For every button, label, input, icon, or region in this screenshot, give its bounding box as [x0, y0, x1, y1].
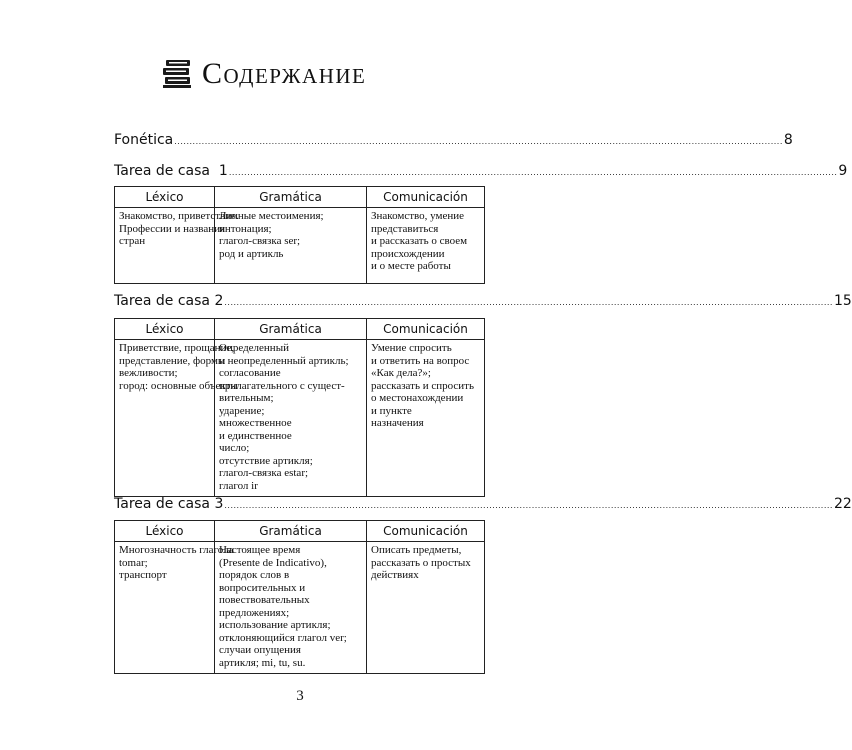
- cell-line: Настоящее время: [219, 544, 301, 556]
- cell-line: вежливости;: [119, 367, 178, 379]
- comunicacion-cell: [367, 208, 485, 284]
- cell-line: Личные местоимения;: [219, 210, 324, 222]
- cell-line: представление, формы: [119, 354, 226, 367]
- toc-label: Tarea de casa 2: [114, 293, 224, 309]
- toc-page: 22: [833, 496, 852, 512]
- cell-line: отклоняющийся глагол ver;: [219, 631, 347, 644]
- col-header-gramatica: Gramática: [215, 187, 367, 208]
- cell-line: стран: [119, 235, 146, 247]
- cell-line: порядок слов в: [219, 569, 290, 581]
- cell-line: предложениях;: [219, 606, 290, 619]
- cell-line: множественное: [219, 417, 292, 429]
- col-header-comunicacion: Comunicación: [367, 187, 485, 208]
- col-header-comunicacion: Comunicación: [367, 521, 485, 542]
- cell-line: рассказать о простых: [371, 556, 471, 569]
- cell-line: действиях: [371, 569, 419, 581]
- toc-leader: ........................................................................................................................................................................................................: [224, 298, 833, 307]
- col-header-comunicacion: Comunicación: [367, 319, 485, 340]
- col-header-lexico: Léxico: [115, 521, 215, 542]
- page-title: Содержание: [202, 57, 367, 90]
- cell-line: «Как дела?»;: [371, 367, 431, 379]
- col-header-gramatica: Gramática: [215, 521, 367, 542]
- col-header-lexico: Léxico: [115, 319, 215, 340]
- cell-line: интонация;: [219, 222, 272, 235]
- cell-line: и единственное: [219, 429, 292, 442]
- cell-line: Знакомство, умение: [371, 210, 464, 222]
- gramatica-cell: [215, 542, 367, 674]
- cell-line: род и артикль: [219, 247, 284, 260]
- toc-leader: ........................................................................................................................................................................................................: [174, 137, 783, 146]
- toc-entry-lesson-2: [114, 293, 852, 309]
- toc-entry-lesson-3: [114, 496, 852, 512]
- cell-line: артикля; mi, tu, su.: [219, 656, 306, 669]
- cell-line: о местонахождении: [371, 392, 464, 404]
- toc-leader: ........................................................................................................................................................................................................: [228, 168, 838, 177]
- cell-line: город: основные объекты: [119, 379, 238, 392]
- cell-line: Приветствие, прощание,: [119, 342, 235, 354]
- title-block: [160, 52, 366, 96]
- cell-line: отсутствие артикля;: [219, 454, 313, 467]
- comunicacion-cell: [367, 542, 485, 674]
- gramatica-cell: [215, 340, 367, 497]
- page-number: 3: [296, 688, 304, 704]
- cell-line: Многозначность глагола: [119, 544, 234, 556]
- cell-line: число;: [219, 442, 250, 454]
- comunicacion-cell: [367, 340, 485, 497]
- cell-line: Умение спросить: [371, 342, 452, 354]
- lesson-1-table: [114, 186, 485, 284]
- cell-line: глагол-связка ser;: [219, 235, 301, 247]
- gramatica-cell: [215, 208, 367, 284]
- toc-entry-fonetica: [114, 132, 793, 148]
- cell-line: и ответить на вопрос: [371, 354, 470, 367]
- cell-line: Определенный: [219, 342, 289, 354]
- cell-line: глагол ir: [219, 479, 258, 492]
- toc-label: Tarea de casa 3: [114, 496, 224, 512]
- cell-line: повествовательных: [219, 594, 310, 606]
- cell-line: (Presente de Indicativo),: [219, 556, 327, 569]
- toc-page: 9: [838, 163, 848, 179]
- cell-line: вопросительных и: [219, 581, 306, 594]
- lexico-cell: [115, 208, 239, 284]
- cell-line: и пункте: [371, 404, 412, 417]
- cell-line: Знакомство, приветствие.: [119, 210, 239, 222]
- cell-line: и неопределенный артикль;: [219, 354, 349, 367]
- cell-line: согласование: [219, 367, 281, 379]
- cell-line: глагол-связка estar;: [219, 467, 309, 479]
- cell-line: прилагательного с сущест-: [219, 379, 345, 392]
- cell-line: представиться: [371, 222, 439, 235]
- cell-line: рассказать и спросить: [371, 379, 474, 392]
- toc-label: Fonética: [114, 132, 174, 148]
- toc-page: 8: [783, 132, 793, 148]
- cell-line: tomar;: [119, 556, 148, 569]
- lesson-2-table: [114, 318, 485, 497]
- toc-label: Tarea de casa 1: [114, 163, 228, 179]
- lesson-3-table: [114, 520, 485, 674]
- cell-line: использование артикля;: [219, 619, 331, 631]
- cell-line: случаи опущения: [219, 644, 301, 656]
- cell-line: ударение;: [219, 404, 265, 417]
- cell-line: Профессии и названия: [119, 222, 226, 235]
- cell-line: и о месте работы: [371, 260, 451, 272]
- toc-entry-lesson-1: [114, 163, 848, 179]
- books-stack-icon: [160, 57, 194, 91]
- cell-line: происхождении: [371, 247, 445, 260]
- cell-line: транспорт: [119, 569, 167, 581]
- toc-page: 15: [833, 293, 852, 309]
- cell-line: и рассказать о своем: [371, 235, 468, 247]
- col-header-lexico: Léxico: [115, 187, 215, 208]
- cell-line: Описать предметы,: [371, 544, 462, 556]
- toc-leader: ........................................................................................................................................................................................................: [224, 501, 833, 510]
- cell-line: вительным;: [219, 392, 274, 404]
- col-header-gramatica: Gramática: [215, 319, 367, 340]
- cell-line: назначения: [371, 417, 424, 429]
- lexico-cell: [115, 542, 234, 674]
